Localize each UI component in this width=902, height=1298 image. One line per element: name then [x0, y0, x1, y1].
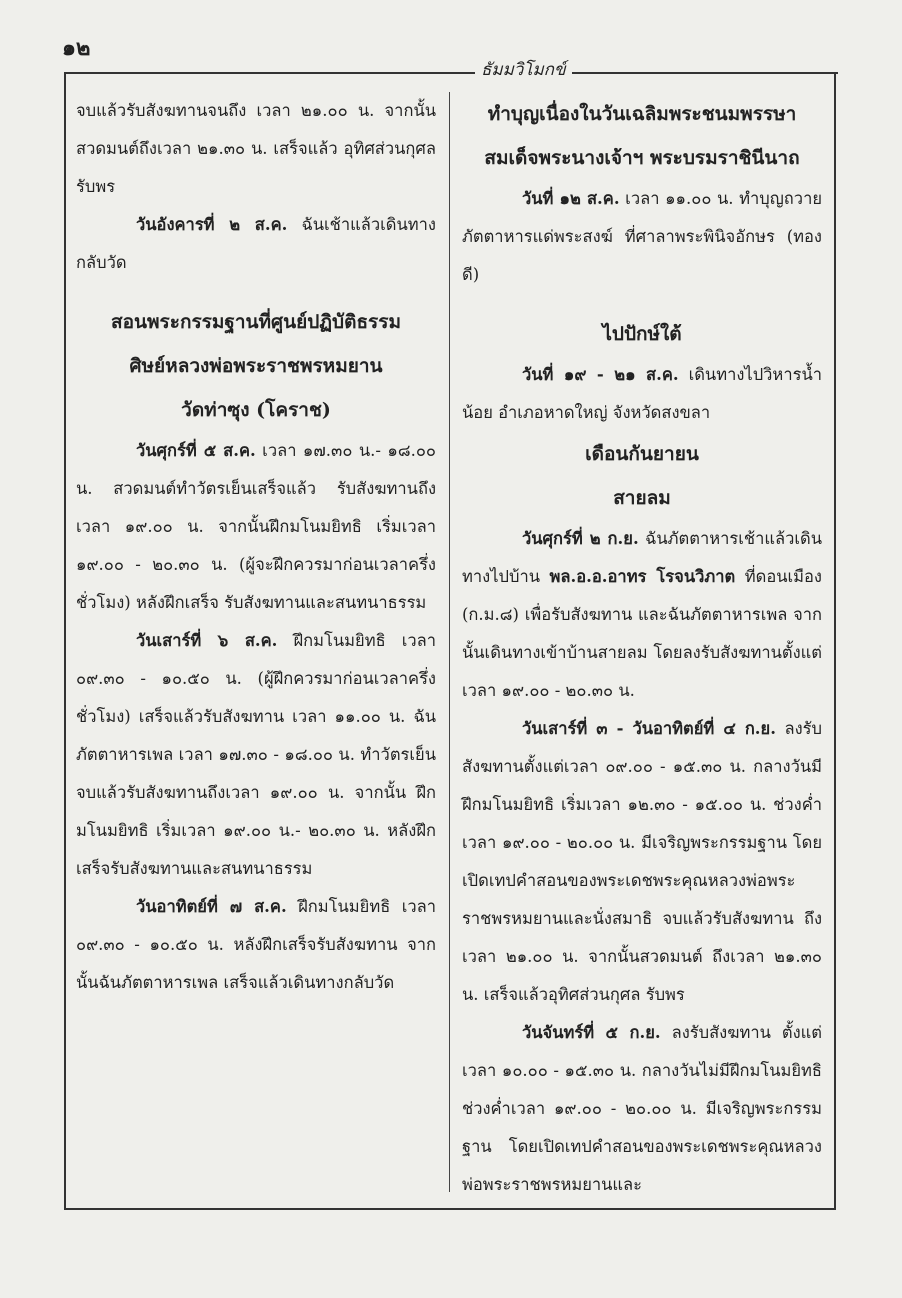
- section-heading: สมเด็จพระนางเจ้าฯ พระบรมราชินีนาถ: [484, 147, 800, 169]
- spacer: [462, 294, 822, 312]
- paragraph-text: ลงรับสังฆทานตั้งแต่เวลา ๐๙.๐๐ - ๑๕.๓๐ น. กลางวันมีฝึกมโนมยิทธิ เริ่มเวลา ๑๒.๓๐ - ๑๕.๐๐ น. ช่วงค่ำ เวลา ๑๙.๐๐ - ๒๐.๐๐ น. มีเจริญพระกรรมฐาน โดยเปิดเทปคำสอนของพระเดชพระคุณหลวงพ่อพระราชพรหมยานและนั่งสมาธิ จบแล้วรับสังฆทาน ถึงเวลา ๒๑.๐๐ น. จากนั้นสวดมนต์ ถึงเวลา ๒๑.๓๐ น. เสร็จแล้วอุทิศส่วนกุศล รับพร: [462, 719, 822, 1004]
- paragraph: [462, 356, 822, 432]
- section-heading: เดือนกันยายน: [585, 443, 699, 465]
- section-heading: ศิษย์หลวงพ่อพระราชพรหมยาน: [129, 355, 383, 377]
- paragraph: [76, 888, 436, 1002]
- person-name: พล.อ.อ.อาทร โรจนวิภาต: [549, 567, 736, 586]
- day-label: วันเสาร์ที่ ๖ ส.ค.: [136, 631, 278, 650]
- paragraph-text: เวลา ๑๑.๐๐ น. ทำบุญถวายภัตตาหารแด่พระสงฆ์ ที่ศาลาพระพินิจอักษร (ทองดี): [462, 189, 822, 284]
- paragraph: [76, 622, 436, 888]
- spacer: [76, 282, 436, 300]
- section-heading: ไปปักษ์ใต้: [602, 323, 682, 345]
- page-number: ๑๒: [62, 35, 91, 61]
- paragraph: [462, 710, 822, 1014]
- left-column: [76, 92, 436, 1002]
- day-label: วันที่ ๑๒ ส.ค.: [522, 189, 620, 208]
- paragraph-text: ฝึกมโนมยิทธิ เวลา ๐๙.๓๐ - ๑๐.๕๐ น. (ผู้ฝึกควรมาก่อนเวลาครึ่งชั่วโมง) เสร็จแล้วรับสังฆทาน เวลา ๑๑.๐๐ น. ฉันภัตตาหารเพล เวลา ๑๗.๓๐ - ๑๘.๐๐ น. ทำวัตรเย็น จบแล้วรับสังฆทานถึงเวลา ๑๙.๐๐ น. จากนั้น ฝึกมโนมยิทธิ เริ่มเวลา ๑๙.๐๐ น.- ๒๐.๓๐ น. หลังฝึกเสร็จรับสังฆทานและสนทนาธรรม: [76, 631, 436, 878]
- paragraph-text: ฉันภัตตาหารเช้าแล้วเดินทางไปบ้าน: [462, 529, 822, 586]
- day-label: วันอังคารที่ ๒ ส.ค.: [136, 215, 288, 234]
- paragraph-text: ที่ดอนเมือง (ก.ม.๘) เพื่อรับสังฆทาน และฉันภัตตาหารเพล จากนั้นเดินทางเข้าบ้านสายลม โดยลงรับสังฆทานตั้งแต่เวลา ๑๙.๐๐ - ๒๐.๓๐ น.: [462, 567, 822, 700]
- day-label: วันศุกร์ที่ ๕ ส.ค.: [136, 441, 256, 460]
- day-label: วันที่ ๑๙ - ๒๑ ส.ค.: [522, 365, 679, 384]
- column-divider: [449, 92, 450, 1192]
- day-label: วันจันทร์ที่ ๕ ก.ย.: [522, 1023, 661, 1042]
- paragraph: [76, 206, 436, 282]
- section-heading: ทำบุญเนื่องในวันเฉลิมพระชนมพรรษา: [487, 103, 797, 125]
- section-heading: สอนพระกรรมฐานที่ศูนย์ปฏิบัติธรรม: [111, 311, 401, 333]
- paragraph-text: ฉันเช้าแล้วเดินทางกลับวัด: [76, 215, 436, 272]
- paragraph-text: ฝึกมโนมยิทธิ เวลา ๐๙.๓๐ - ๑๐.๕๐ น. หลังฝึกเสร็จรับสังฆทาน จากนั้นฉันภัตตาหารเพล เสร็จแล้วเดินทางกลับวัด: [76, 897, 436, 992]
- day-label: วันอาทิตย์ที่ ๗ ส.ค.: [136, 897, 287, 916]
- right-column: [462, 92, 822, 1204]
- paragraph: จบแล้วรับสังฆทานจนถึง เวลา ๒๑.๐๐ น. จากนั้นสวดมนต์ถึงเวลา ๒๑.๓๐ น. เสร็จแล้ว อุทิศส่วนกุศล รับพร: [76, 101, 436, 196]
- paragraph: [462, 1014, 822, 1204]
- day-label: วันศุกร์ที่ ๒ ก.ย.: [522, 529, 639, 548]
- paragraph-text: ลงรับสังฆทาน ตั้งแต่เวลา ๑๐.๐๐ - ๑๕.๓๐ น. กลางวันไม่มีฝึกมโนมยิทธิ ช่วงค่ำเวลา ๑๙.๐๐ - ๒๐.๐๐ น. มีเจริญพระกรรมฐาน โดยเปิดเทปคำสอนของพระเดชพระคุณหลวงพ่อพระราชพรหมยานและ: [462, 1023, 822, 1194]
- section-heading: สายลม: [613, 487, 671, 509]
- paragraph: [76, 432, 436, 622]
- paragraph-text: เดินทางไปวิหารน้ำน้อย อำเภอหาดใหญ่ จังหวัดสงขลา: [462, 365, 822, 422]
- header-title: ธัมมวิโมกข์: [475, 56, 572, 83]
- paragraph: [462, 520, 822, 710]
- day-label: วันเสาร์ที่ ๓ - วันอาทิตย์ที่ ๔ ก.ย.: [522, 719, 776, 738]
- paragraph: [462, 180, 822, 294]
- paragraph-text: เวลา ๑๗.๓๐ น.- ๑๘.๐๐ น. สวดมนต์ทำวัตรเย็นเสร็จแล้ว รับสังฆทานถึงเวลา ๑๙.๐๐ น. จากนั้นฝึกมโนมยิทธิ เริ่มเวลา ๑๙.๐๐ - ๒๐.๓๐ น. (ผู้จะฝึกควรมาก่อนเวลาครึ่งชั่วโมง) หลังฝึกเสร็จ รับสังฆทานและสนทนาธรรม: [76, 441, 436, 612]
- section-heading: วัดท่าซุง (โคราช): [181, 399, 331, 421]
